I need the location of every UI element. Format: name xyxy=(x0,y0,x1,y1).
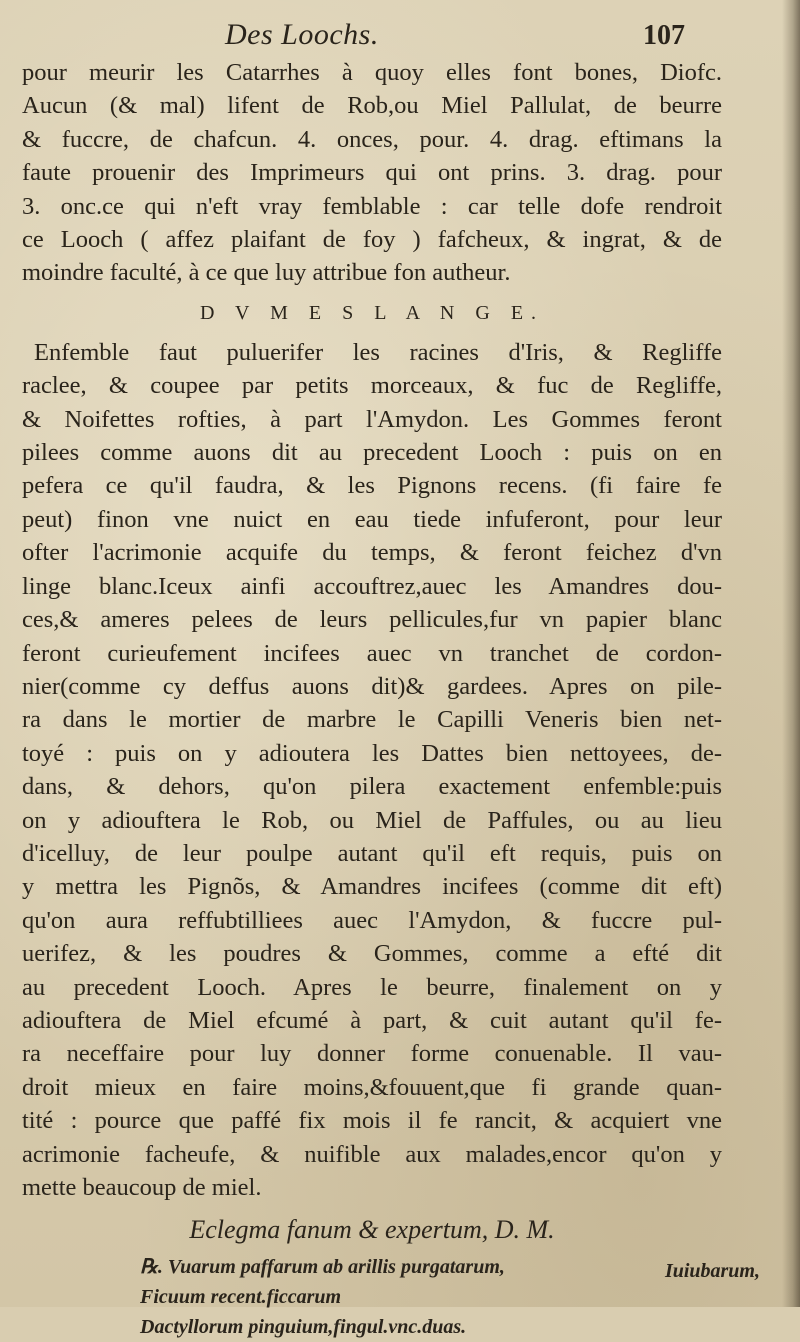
text-line: 3. onc.ce qui n'eft vray femblable : car telle dofe rendroit xyxy=(22,192,722,220)
text-line: au precedent Looch. Apres le beurre, finalement on y xyxy=(22,973,722,1001)
text-line: linge blanc.Iceux ainfi accouftrez,auec les Amandres dou- xyxy=(22,572,722,600)
text-line: raclee, & coupee par petits morceaux, & fuc de Regliffe, xyxy=(22,372,722,400)
text-line: ra neceffaire pour luy donner forme conuenable. Il vau- xyxy=(22,1040,722,1068)
text-line: ofter l'acrimonie acquife du temps, & feront feichez d'vn xyxy=(22,539,722,567)
text-line: dans, & dehors, qu'on pilera exactement enfemble:puis xyxy=(22,773,722,801)
text-line: pour meurir les Catarrhes à quoy elles font bones, Diofc. xyxy=(22,59,722,86)
catchword: Iuiubarum, xyxy=(664,1260,760,1282)
section-heading: D V M E S L A N G E. xyxy=(199,301,545,324)
text-line: tité : pource que paffé fix mois il fe rancit, & acquiert vne xyxy=(22,1107,722,1135)
text-line: toyé : puis on y adioutera les Dattes bien nettoyees, de- xyxy=(22,739,722,767)
body-text xyxy=(22,56,722,1342)
running-title: Des Loochs. xyxy=(225,18,379,51)
paragraph-2 xyxy=(22,336,722,1205)
text-line: qu'on aura reffubtilliees auec l'Amydon, & fuccre pul- xyxy=(22,906,722,934)
page-number: 107 xyxy=(643,20,685,51)
text-line: mette beaucoup de miel. xyxy=(22,1174,262,1201)
text-line: & fuccre, de chafcun. 4. onces, pour. 4. drag. eftimans la xyxy=(22,125,722,153)
page-gutter-shadow xyxy=(782,0,800,1307)
recipe-line: ℞. Vuarum paffarum ab arillis purgatarum, xyxy=(140,1256,505,1279)
text-line: faute prouenir des Imprimeurs qui ont prins. 3. drag. pour xyxy=(22,159,722,187)
recipe-line: Ficuum recent.ficcarum xyxy=(140,1286,342,1309)
text-line: ces,& ameres pelees de leurs pellicules,fur vn papier blanc xyxy=(22,606,722,634)
text-line: y mettra les Pignõs, & Amandres incifees (comme dit eft) xyxy=(22,873,722,901)
paragraph-1 xyxy=(22,56,722,290)
text-line: adiouftera de Miel efcumé à part, & cuit autant qu'il fe- xyxy=(22,1006,722,1034)
recipe-line: Dactyllorum pinguium,fingul.vnc.duas. xyxy=(140,1316,467,1339)
text-line: d'icelluy, de leur poulpe autant qu'il eft requis, puis on xyxy=(22,839,722,867)
text-line: Enfemble faut puluerifer les racines d'Iris, & Regliffe xyxy=(34,338,722,366)
text-line: ra dans le mortier de marbre le Capilli Veneris bien net- xyxy=(22,706,722,734)
text-line: acrimonie facheufe, & nuifible aux malades,encor qu'on y xyxy=(22,1140,722,1168)
text-line: nier(comme cy deffus auons dit)& gardees. Apres on pile- xyxy=(22,672,722,700)
text-line: uerifez, & les poudres & Gommes, comme a efté dit xyxy=(22,940,722,968)
text-line: ce Looch ( affez plaifant de foy ) fafcheux, & ingrat, & de xyxy=(22,226,722,254)
recipe-title: Eclegma fanum & expertum, D. M. xyxy=(189,1215,555,1245)
text-line: on y adiouftera le Rob, ou Miel de Paffules, ou au lieu xyxy=(22,806,722,834)
text-line: pefera ce qu'il faudra, & les Pignons recens. (fi faire fe xyxy=(22,472,722,500)
text-line: peut) finon vne nuict en eau tiede infuferont, pour leur xyxy=(22,505,722,533)
recipe-ingredients xyxy=(22,1252,722,1342)
page-header xyxy=(225,18,685,58)
text-line: feront curieufement incifees auec vn tranchet de cordon- xyxy=(22,639,722,667)
text-line: droit mieux en faire moins,&fouuent,que fi grande quan- xyxy=(22,1073,722,1101)
text-line: Aucun (& mal) lifent de Rob,ou Miel Pallulat, de beurre xyxy=(22,92,722,120)
text-line: & Noifettes rofties, à part l'Amydon. Les Gommes feront xyxy=(22,405,722,433)
text-line: moindre faculté, à ce que luy attribue fon autheur. xyxy=(22,259,511,287)
text-line: pilees comme auons dit au precedent Looch : puis on en xyxy=(22,439,722,467)
